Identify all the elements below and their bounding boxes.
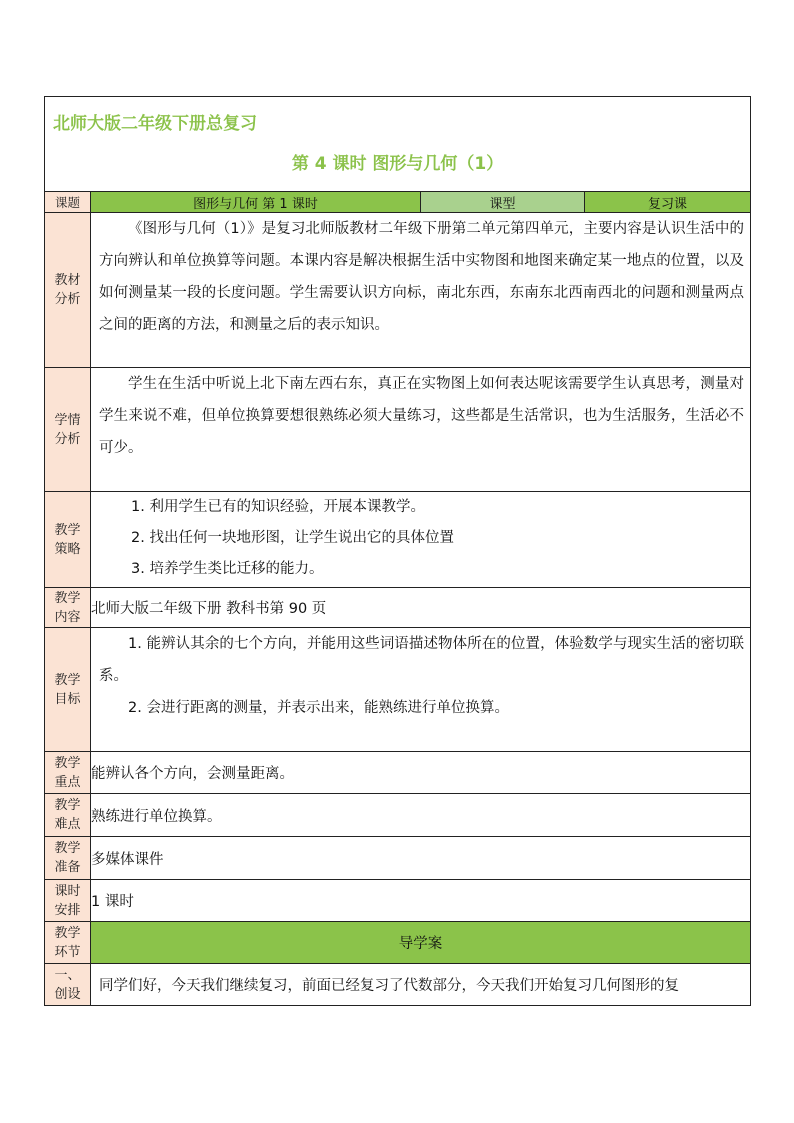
strategy-item-2: 2. 找出任何一块地形图，让学生说出它的具体位置 [131, 530, 454, 546]
material-analysis-label: 教材分析 [45, 213, 91, 368]
header-cell [45, 97, 751, 192]
strategy-cell [91, 492, 751, 588]
lesson-plan-table [44, 96, 751, 1006]
header-row [45, 97, 751, 192]
goals-row [45, 628, 751, 752]
key-points-label: 教学重点 [45, 752, 91, 794]
topic-row [45, 192, 751, 213]
schedule-row [45, 880, 751, 922]
material-analysis-row [45, 213, 751, 368]
topic-value: 图形与几何 第 1 课时 [91, 192, 421, 213]
guide-plan-heading: 导学案 [91, 922, 751, 964]
difficulties-row [45, 794, 751, 837]
content-label: 教学内容 [45, 588, 91, 628]
intro-row [45, 964, 751, 1006]
student-analysis-cell [91, 368, 751, 492]
schedule-label: 课时安排 [45, 880, 91, 922]
intro-label: 一、创设 [45, 964, 91, 1006]
key-points-text: 能辨认各个方向，会测量距离。 [91, 752, 751, 794]
process-row [45, 922, 751, 964]
series-title: 北师大版二年级下册总复习 [53, 114, 257, 134]
process-label: 教学环节 [45, 922, 91, 964]
intro-text: 同学们好，今天我们继续复习，前面已经复习了代数部分，今天我们开始复习几何图形的复 [91, 964, 751, 1006]
strategy-row [45, 492, 751, 588]
difficulties-label: 教学难点 [45, 794, 91, 837]
lesson-type-value: 复习课 [585, 192, 751, 213]
goal-item-2: 2. 会进行距离的测量，并表示出来，能熟练进行单位换算。 [128, 700, 509, 716]
preparation-row [45, 837, 751, 880]
content-text: 北师大版二年级下册 教科书第 90 页 [91, 588, 751, 628]
preparation-text: 多媒体课件 [91, 837, 751, 880]
lesson-title: 第 4 课时 图形与几何（1） [291, 154, 504, 174]
goal-item-1: 1. 能辨认其余的七个方向，并能用这些词语描述物体所在的位置，体验数学与现实生活的密切联系。 [99, 636, 745, 684]
lesson-type-label: 课型 [421, 192, 585, 213]
goals-label: 教学目标 [45, 628, 91, 752]
strategy-item-3: 3. 培养学生类比迁移的能力。 [131, 561, 324, 577]
preparation-label: 教学准备 [45, 837, 91, 880]
strategy-label: 教学策略 [45, 492, 91, 588]
schedule-text: 1 课时 [91, 880, 751, 922]
student-analysis-text: 学生在生活中听说上北下南左西右东，真正在实物图上如何表达呢该需要学生认真思考，测量对学生来说不难，但单位换算要想很熟练必须大量练习，这些都是生活常识，也为生活服务，生活必不可少。 [99, 376, 745, 456]
material-analysis-cell [91, 213, 751, 368]
strategy-item-1: 1. 利用学生已有的知识经验，开展本课教学。 [131, 499, 425, 515]
key-points-row [45, 752, 751, 794]
content-row [45, 588, 751, 628]
topic-label: 课题 [45, 192, 91, 213]
difficulties-text: 熟练进行单位换算。 [91, 794, 751, 837]
material-analysis-text: 《图形与几何（1）》是复习北师版教材二年级下册第二单元第四单元，主要内容是认识生活中的方向辨认和单位换算等问题。本课内容是解决根据生活中实物图和地图来确定某一地点的位置，以及如何测量某一段的长度问题。学生需要认识方向标，南北东西，东南东北西南西北的问题和测量两点之间的距离的方法，和测量之后的表示知识。 [99, 221, 745, 333]
goals-cell [91, 628, 751, 752]
student-analysis-row [45, 368, 751, 492]
student-analysis-label: 学情分析 [45, 368, 91, 492]
